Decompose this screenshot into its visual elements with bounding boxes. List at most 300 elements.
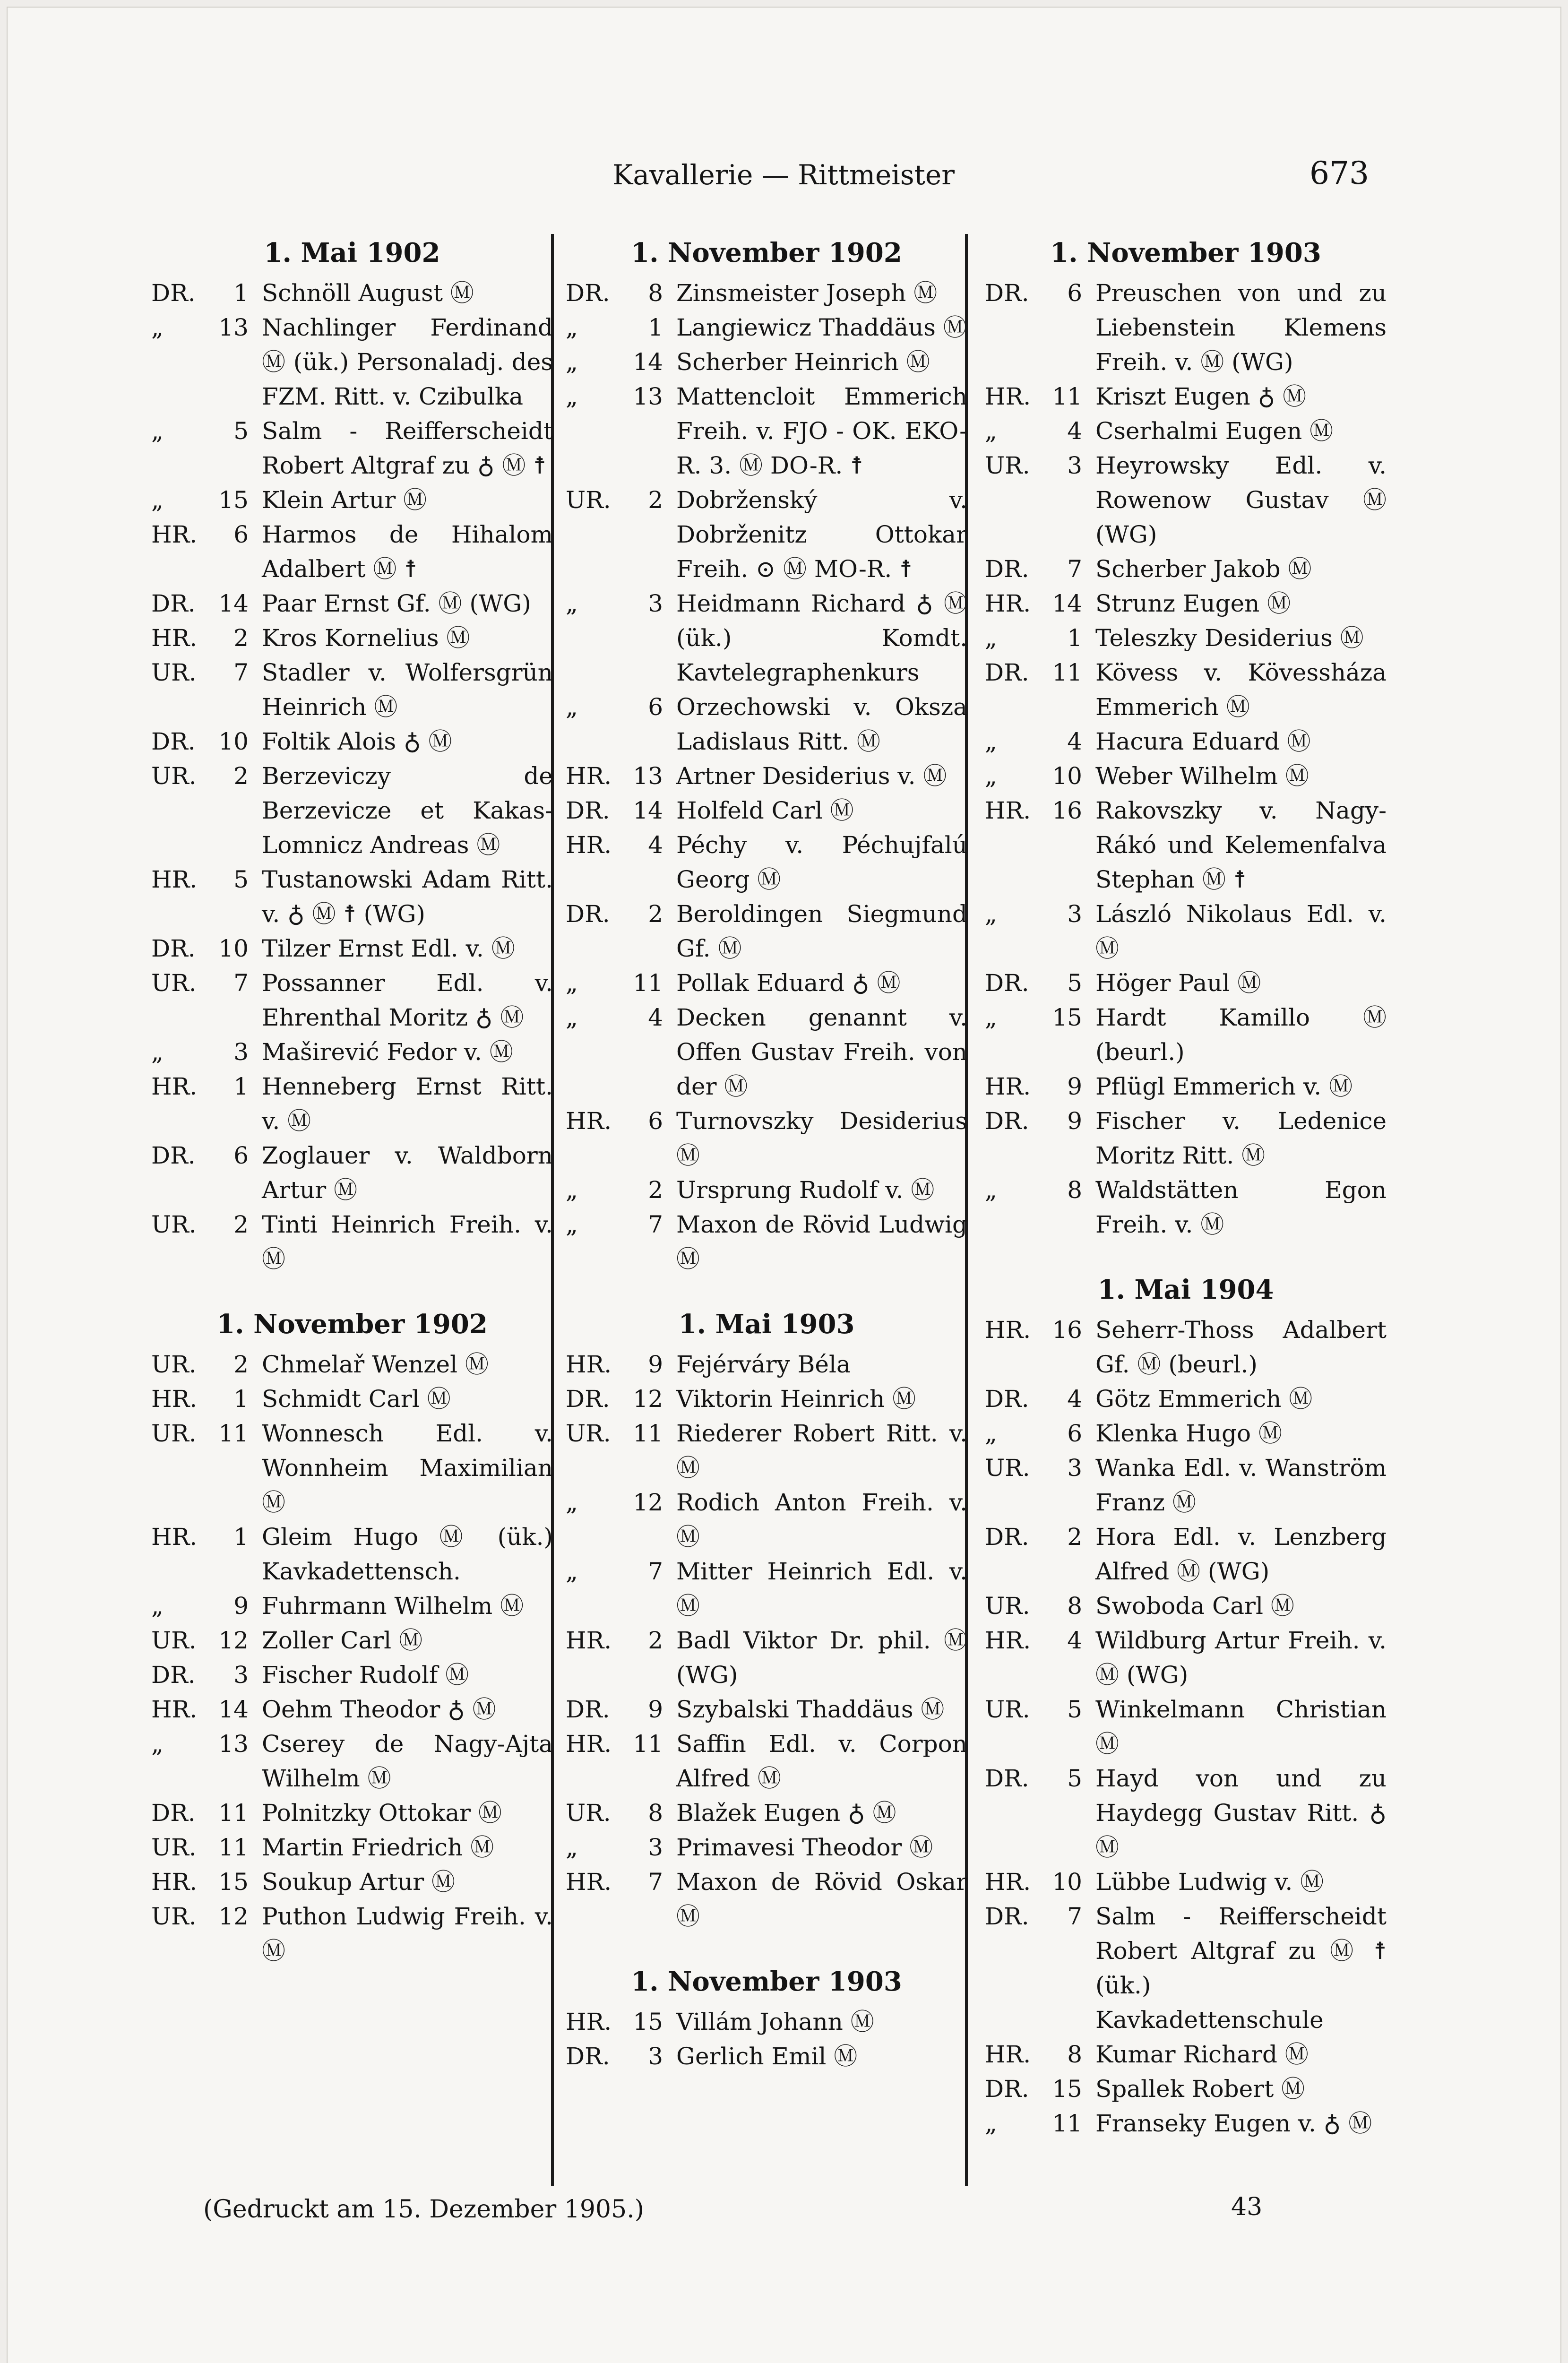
entry-text: Péchy v. Péchujfalú Georg Ⓜ: [676, 831, 967, 893]
regiment-type: DR.: [151, 728, 196, 755]
column-1: [151, 236, 553, 1968]
regiment-type: HR.: [566, 1868, 612, 1896]
regiment-type: „: [151, 486, 164, 514]
column-3: [985, 236, 1387, 2141]
entry-text: Kumar Richard Ⓜ: [1095, 2041, 1309, 2068]
regiment-number: 1: [233, 1523, 249, 1551]
roster-entry: [985, 621, 1387, 655]
entry-text: Paar Ernst Gf. Ⓜ (WG): [262, 590, 531, 617]
regiment-type: DR.: [985, 1385, 1029, 1413]
roster-entry: [151, 862, 553, 931]
entry-text: Puthon Ludwig Freih. v. Ⓜ: [262, 1903, 553, 1965]
roster-entry: [985, 1520, 1387, 1589]
roster-entry: [985, 1382, 1387, 1416]
regiment-number: 8: [648, 279, 663, 307]
entry-text: Fischer v. Ledenice Moritz Ritt. Ⓜ: [1095, 1107, 1387, 1169]
regiment-number: 10: [1052, 1868, 1082, 1896]
regiment-number: 13: [633, 762, 663, 790]
regiment-number: 11: [1052, 2110, 1082, 2137]
roster-entry: [985, 793, 1387, 897]
roster-entry: [566, 276, 967, 310]
regiment-type: HR.: [151, 1696, 198, 1723]
regiment-type: UR.: [151, 1351, 197, 1378]
roster-entry: [566, 310, 967, 345]
roster-entry: [985, 1173, 1387, 1242]
regiment-number: 7: [648, 1211, 663, 1238]
regiment-number: 11: [1052, 659, 1082, 686]
entry-text: Pollak Eduard ♁ Ⓜ: [676, 969, 901, 997]
entry-text: Tilzer Ernst Edl. v. Ⓜ: [262, 935, 515, 962]
regiment-type: UR.: [151, 1903, 197, 1930]
entry-text: Zoller Carl Ⓜ: [262, 1627, 423, 1654]
entry-text: Cserey de Nagy-Ajta Wilhelm Ⓜ: [262, 1730, 553, 1792]
roster-entry: [151, 586, 553, 621]
regiment-number: 2: [648, 900, 663, 928]
roster-entry: [985, 759, 1387, 793]
entry-text: Preuschen von und zu Liebenstein Klemens Freih. v. Ⓜ (WG): [1095, 279, 1387, 376]
section-heading: 1. November 1902: [216, 1309, 488, 1340]
regiment-type: HR.: [985, 1868, 1031, 1896]
regiment-number: 2: [648, 1176, 663, 1204]
roster-entry: [566, 690, 967, 759]
sheet-signature: 43: [1231, 2193, 1263, 2221]
entry-text: Strunz Eugen Ⓜ: [1095, 590, 1291, 617]
regiment-type: HR.: [151, 1868, 198, 1896]
regiment-type: UR.: [985, 1454, 1030, 1482]
regiment-number: 7: [648, 1558, 663, 1585]
entry-text: Klenka Hugo Ⓜ: [1095, 1420, 1282, 1447]
regiment-type: „: [566, 383, 578, 410]
roster-entry: [151, 1069, 553, 1138]
regiment-number: 7: [233, 969, 249, 997]
regiment-number: 3: [648, 1834, 663, 1861]
regiment-number: 11: [218, 1799, 249, 1827]
entry-text: Klein Artur Ⓜ: [262, 486, 427, 514]
regiment-type: HR.: [566, 762, 612, 790]
entry-text: Hacura Eduard Ⓜ: [1095, 728, 1311, 755]
regiment-number: 4: [1067, 1385, 1082, 1413]
regiment-number: 1: [1067, 624, 1082, 652]
regiment-number: 2: [1067, 1523, 1082, 1551]
entry-text: Badl Viktor Dr. phil. Ⓜ (WG): [676, 1627, 967, 1689]
regiment-number: 10: [218, 935, 249, 962]
roster-entry: [151, 621, 553, 655]
regiment-type: „: [566, 1558, 578, 1585]
regiment-type: HR.: [151, 1073, 198, 1100]
regiment-type: „: [151, 417, 164, 445]
entry-text: Mitter Heinrich Edl. v. Ⓜ: [676, 1558, 967, 1620]
entry-text: Henneberg Ernst Ritt. v. Ⓜ: [262, 1073, 553, 1135]
regiment-number: 9: [1067, 1073, 1082, 1100]
entry-text: Schnöll August Ⓜ: [262, 279, 474, 307]
regiment-number: 13: [633, 383, 663, 410]
regiment-number: 4: [648, 831, 663, 859]
regiment-number: 4: [648, 1004, 663, 1031]
regiment-type: DR.: [985, 969, 1029, 997]
regiment-type: „: [151, 1730, 164, 1758]
regiment-number: 16: [1052, 797, 1082, 824]
regiment-type: UR.: [151, 1627, 197, 1654]
entry-text: Berzeviczy de Berzevicze et Kakas-Lomnicz Andreas Ⓜ: [262, 762, 553, 859]
entry-text: Saffin Edl. v. Corpon Alfred Ⓜ: [676, 1730, 967, 1792]
roster-entry: [985, 552, 1387, 586]
entry-text: Hardt Kamillo Ⓜ (beurl.): [1095, 1004, 1387, 1066]
regiment-number: 2: [233, 762, 249, 790]
regiment-type: DR.: [151, 1799, 196, 1827]
entry-text: Lübbe Ludwig v. Ⓜ: [1095, 1868, 1324, 1896]
roster-entry: [151, 1796, 553, 1830]
regiment-number: 8: [1067, 1592, 1082, 1620]
entry-text: Szybalski Thaddäus Ⓜ: [676, 1696, 945, 1723]
roster-entry: [566, 1347, 967, 1382]
regiment-type: HR.: [151, 624, 198, 652]
roster-entry: [151, 310, 553, 414]
regiment-number: 4: [1067, 1627, 1082, 1654]
roster-entry: [151, 1035, 553, 1069]
roster-entry: [985, 1104, 1387, 1173]
roster-entry: [151, 276, 553, 310]
roster-entry: [985, 1069, 1387, 1104]
section-heading: 1. Mai 1904: [1097, 1274, 1274, 1305]
roster-entry: [566, 1554, 967, 1623]
regiment-number: 8: [1067, 2041, 1082, 2068]
regiment-number: 15: [633, 2008, 663, 2035]
regiment-number: 6: [648, 693, 663, 721]
roster-entry: [566, 2005, 967, 2039]
entry-text: Zoglauer v. Waldborn Artur Ⓜ: [262, 1142, 553, 1204]
regiment-number: 1: [648, 314, 663, 341]
regiment-type: DR.: [985, 1765, 1029, 1792]
regiment-number: 9: [648, 1351, 663, 1378]
regiment-number: 15: [218, 1868, 249, 1896]
roster-entry: [151, 1865, 553, 1899]
roster-entry: [566, 1796, 967, 1830]
regiment-number: 9: [648, 1696, 663, 1723]
roster-entry: [566, 1865, 967, 1934]
regiment-type: UR.: [151, 659, 197, 686]
regiment-type: UR.: [151, 1834, 197, 1861]
regiment-number: 11: [1052, 383, 1082, 410]
regiment-type: DR.: [566, 2043, 610, 2070]
regiment-number: 1: [233, 1385, 249, 1413]
regiment-number: 5: [1067, 969, 1082, 997]
regiment-number: 7: [1067, 555, 1082, 583]
regiment-type: „: [151, 1592, 164, 1620]
regiment-type: UR.: [985, 1592, 1030, 1620]
page-number: 673: [1310, 155, 1369, 191]
regiment-number: 11: [633, 1420, 663, 1447]
entry-text: Possanner Edl. v. Ehrenthal Moritz ♁ Ⓜ: [262, 969, 553, 1031]
entry-text: Hora Edl. v. Lenzberg Alfred Ⓜ (WG): [1095, 1523, 1387, 1585]
roster-entry: [151, 1692, 553, 1727]
roster-entry: [566, 828, 967, 897]
regiment-type: „: [985, 900, 997, 928]
regiment-type: DR.: [151, 1142, 196, 1169]
entry-text: Wonnesch Edl. v. Wonnheim Maximilian Ⓜ: [262, 1420, 553, 1516]
entry-text: Harmos de Hihalom Adalbert Ⓜ ☨: [262, 521, 553, 583]
section-heading: 1. November 1903: [1050, 237, 1321, 268]
regiment-type: UR.: [151, 1420, 197, 1447]
regiment-type: DR.: [151, 590, 196, 617]
regiment-type: UR.: [151, 969, 197, 997]
entry-text: Ursprung Rudolf v. Ⓜ: [676, 1176, 935, 1204]
regiment-type: HR.: [985, 2041, 1031, 2068]
regiment-number: 9: [1067, 1107, 1082, 1135]
regiment-number: 15: [1052, 1004, 1082, 1031]
roster-entry: [151, 1347, 553, 1382]
entry-text: Götz Emmerich Ⓜ: [1095, 1385, 1313, 1413]
regiment-number: 3: [648, 2043, 663, 2070]
regiment-type: HR.: [566, 831, 612, 859]
regiment-type: HR.: [151, 1523, 198, 1551]
regiment-type: DR.: [566, 1696, 610, 1723]
regiment-number: 15: [218, 486, 249, 514]
entry-text: Rakovszky v. Nagy-Rákó und Kelemenfalva Stephan Ⓜ ☨: [1095, 797, 1387, 893]
entry-text: Tinti Heinrich Freih. v. Ⓜ: [262, 1211, 553, 1273]
roster-entry: [566, 1416, 967, 1485]
regiment-type: DR.: [985, 1523, 1029, 1551]
entry-text: Spallek Robert Ⓜ: [1095, 2075, 1305, 2103]
regiment-type: „: [566, 1489, 578, 1516]
regiment-type: „: [151, 1038, 164, 1066]
roster-entry: [566, 1485, 967, 1554]
roster-entry: [985, 655, 1387, 724]
roster-entry: [985, 1761, 1387, 1865]
regiment-type: DR.: [151, 935, 196, 962]
entry-text: Maxon de Rövid Oskar Ⓜ: [676, 1868, 967, 1930]
regiment-type: DR.: [985, 2075, 1029, 2103]
roster-entry: [151, 1138, 553, 1207]
entry-text: Zinsmeister Joseph Ⓜ: [676, 279, 938, 307]
entry-text: Blažek Eugen ♁ Ⓜ: [676, 1799, 896, 1827]
regiment-type: „: [566, 590, 578, 617]
regiment-type: „: [985, 1176, 997, 1204]
entry-text: Kros Kornelius Ⓜ: [262, 624, 470, 652]
regiment-type: UR.: [566, 1799, 611, 1827]
entry-text: Maširević Fedor v. Ⓜ: [262, 1038, 513, 1066]
regiment-type: HR.: [985, 1316, 1031, 1344]
entry-text: Villám Johann Ⓜ: [676, 2008, 874, 2035]
roster-entry: [566, 379, 967, 483]
entry-text: Langiewicz Thaddäus Ⓜ: [676, 314, 967, 341]
regiment-type: HR.: [566, 2008, 612, 2035]
entry-text: Rodich Anton Freih. v. Ⓜ: [676, 1489, 967, 1551]
regiment-number: 8: [648, 1799, 663, 1827]
regiment-type: „: [566, 1004, 578, 1031]
regiment-type: HR.: [985, 1627, 1031, 1654]
roster-entry: [985, 724, 1387, 759]
roster-entry: [985, 897, 1387, 966]
regiment-type: HR.: [985, 590, 1031, 617]
regiment-number: 6: [233, 521, 249, 548]
roster-entry: [151, 1727, 553, 1796]
regiment-number: 4: [1067, 417, 1082, 445]
regiment-type: HR.: [566, 1107, 612, 1135]
regiment-number: 6: [648, 1107, 663, 1135]
regiment-type: „: [985, 728, 997, 755]
regiment-number: 14: [218, 590, 249, 617]
roster-entry: [566, 1104, 967, 1173]
entry-text: Stadler v. Wolfersgrün Heinrich Ⓜ: [262, 659, 553, 721]
entry-text: Mattencloit Emmerich Freih. v. FJO - OK. EKO-R. 3. Ⓜ DO-R. ☨: [676, 383, 967, 479]
roster-entry: [566, 483, 967, 586]
regiment-type: „: [985, 624, 997, 652]
entry-text: Beroldingen Siegmund Gf. Ⓜ: [676, 900, 967, 962]
roster-entry: [985, 966, 1387, 1000]
entry-text: Waldstätten Egon Freih. v. Ⓜ: [1095, 1176, 1387, 1238]
entry-text: Fischer Rudolf Ⓜ: [262, 1661, 469, 1689]
roster-entry: [151, 1830, 553, 1865]
regiment-number: 3: [1067, 452, 1082, 479]
entry-text: Maxon de Rövid Ludwig Ⓜ: [676, 1211, 967, 1273]
regiment-number: 11: [633, 1730, 663, 1758]
entry-text: Salm - Reifferscheidt Robert Altgraf zu Ⓜ ☨ (ük.) Kavkadettenschule: [1095, 1903, 1387, 2034]
entry-text: Artner Desiderius v. Ⓜ: [676, 762, 947, 790]
regiment-number: 4: [1067, 728, 1082, 755]
roster-entry: [566, 966, 967, 1000]
roster-entry: [566, 1173, 967, 1207]
roster-entry: [151, 1207, 553, 1276]
regiment-type: HR.: [566, 1627, 612, 1654]
entry-text: László Nikolaus Edl. v. Ⓜ: [1095, 900, 1387, 962]
regiment-type: DR.: [985, 1107, 1029, 1135]
roster-entry: [151, 724, 553, 759]
regiment-type: HR.: [985, 1073, 1031, 1100]
regiment-type: DR.: [566, 1385, 610, 1413]
roster-entry: [566, 793, 967, 828]
entry-text: Höger Paul Ⓜ: [1095, 969, 1261, 997]
regiment-type: DR.: [566, 279, 610, 307]
entry-text: Winkelmann Christian Ⓜ: [1095, 1696, 1387, 1758]
regiment-type: HR.: [151, 521, 198, 548]
regiment-number: 2: [648, 486, 663, 514]
regiment-number: 11: [633, 969, 663, 997]
regiment-type: HR.: [151, 1385, 198, 1413]
regiment-type: „: [985, 1420, 997, 1447]
roster-entry: [985, 1000, 1387, 1069]
entry-text: Swoboda Carl Ⓜ: [1095, 1592, 1294, 1620]
entry-text: Gleim Hugo Ⓜ (ük.) Kavkadettensch.: [262, 1523, 553, 1585]
entry-text: Riederer Robert Ritt. v. Ⓜ: [676, 1420, 967, 1482]
entry-text: Heyrowsky Edl. v. Rowenow Gustav Ⓜ (WG): [1095, 452, 1387, 548]
regiment-type: DR.: [566, 900, 610, 928]
regiment-type: DR.: [151, 279, 196, 307]
entry-text: Salm - Reifferscheidt Robert Altgraf zu ♁ Ⓜ ☨: [262, 417, 553, 479]
roster-entry: [151, 1658, 553, 1692]
entry-text: Teleszky Desiderius Ⓜ: [1095, 624, 1364, 652]
regiment-type: „: [985, 417, 997, 445]
entry-text: Kriszt Eugen ♁ Ⓜ: [1095, 383, 1307, 410]
roster-entry: [151, 1520, 553, 1589]
roster-entry: [985, 586, 1387, 621]
roster-entry: [566, 759, 967, 793]
regiment-type: UR.: [985, 1696, 1030, 1723]
entry-text: Seherr-Thoss Adalbert Gf. Ⓜ (beurl.): [1095, 1316, 1387, 1378]
regiment-type: HR.: [566, 1730, 612, 1758]
regiment-number: 6: [233, 1142, 249, 1169]
section-heading: 1. Mai 1903: [678, 1309, 855, 1340]
regiment-number: 10: [218, 728, 249, 755]
entry-text: Orzechowski v. Oksza Ladislaus Ritt. Ⓜ: [676, 693, 967, 755]
regiment-number: 10: [1052, 762, 1082, 790]
print-date-note: (Gedruckt am 15. Dezember 1905.): [203, 2195, 644, 2224]
regiment-number: 2: [233, 1211, 249, 1238]
regiment-number: 1: [233, 1073, 249, 1100]
regiment-type: „: [566, 1176, 578, 1204]
regiment-type: UR.: [566, 1420, 611, 1447]
entry-text: Holfeld Carl Ⓜ: [676, 797, 854, 824]
roster-entry: [566, 1727, 967, 1796]
regiment-type: DR.: [151, 1661, 196, 1689]
regiment-number: 12: [633, 1385, 663, 1413]
regiment-type: DR.: [985, 555, 1029, 583]
regiment-number: 3: [648, 590, 663, 617]
running-head: Kavallerie — Rittmeister: [612, 159, 955, 191]
entry-text: Nachlinger Ferdinand Ⓜ (ük.) Personaladj. des FZM. Ritt. v. Czibulka: [262, 314, 553, 410]
entry-text: Wildburg Artur Freih. v. Ⓜ (WG): [1095, 1627, 1387, 1689]
regiment-number: 2: [233, 1351, 249, 1378]
regiment-type: UR.: [151, 1211, 197, 1238]
entry-text: Soukup Artur Ⓜ: [262, 1868, 456, 1896]
regiment-number: 3: [233, 1661, 249, 1689]
roster-entry: [151, 655, 553, 724]
roster-entry: [985, 1416, 1387, 1451]
entry-text: Heidmann Richard ♁ Ⓜ (ük.) Komdt. Kavtelegraphenkurs: [676, 590, 967, 686]
roster-entry: [566, 1623, 967, 1692]
roster-entry: [985, 1589, 1387, 1623]
entry-text: Primavesi Theodor Ⓜ: [676, 1834, 933, 1861]
roster-entry: [985, 1313, 1387, 1382]
regiment-number: 2: [233, 624, 249, 652]
regiment-type: „: [151, 314, 164, 341]
regiment-number: 3: [1067, 1454, 1082, 1482]
roster-entry: [566, 1692, 967, 1727]
regiment-type: HR.: [566, 1351, 612, 1378]
regiment-number: 13: [218, 314, 249, 341]
regiment-number: 5: [233, 866, 249, 893]
regiment-number: 16: [1052, 1316, 1082, 1344]
regiment-number: 14: [1052, 590, 1082, 617]
roster-entry: [566, 2039, 967, 2074]
roster-entry: [566, 1830, 967, 1865]
roster-entry: [985, 2106, 1387, 2141]
regiment-type: „: [566, 969, 578, 997]
entry-text: Viktorin Heinrich Ⓜ: [676, 1385, 916, 1413]
entry-text: Martin Friedrich Ⓜ: [262, 1834, 494, 1861]
roster-entry: [985, 1451, 1387, 1520]
roster-entry: [151, 1623, 553, 1658]
regiment-type: DR.: [985, 659, 1029, 686]
entry-text: Gerlich Emil Ⓜ: [676, 2043, 858, 2070]
roster-entry: [566, 1382, 967, 1416]
regiment-number: 14: [218, 1696, 249, 1723]
roster-entry: [151, 966, 553, 1035]
regiment-type: „: [985, 2110, 997, 2137]
entry-text: Decken genannt v. Offen Gustav Freih. von der Ⓜ: [676, 1004, 967, 1100]
regiment-number: 2: [648, 1627, 663, 1654]
roster-entry: [151, 759, 553, 862]
section-heading: 1. November 1903: [631, 1966, 902, 1997]
entry-text: Dobrženský v. Dobrženitz Ottokar Freih. ⊙ Ⓜ MO-R. ☨: [676, 486, 967, 583]
regiment-number: 3: [1067, 900, 1082, 928]
regiment-type: UR.: [985, 452, 1030, 479]
entry-text: Franseky Eugen v. ♁ Ⓜ: [1095, 2110, 1372, 2137]
regiment-number: 14: [633, 797, 663, 824]
column-2: [566, 236, 967, 2074]
regiment-number: 12: [218, 1627, 249, 1654]
regiment-type: UR.: [566, 486, 611, 514]
entry-text: Wanka Edl. v. Wanström Franz Ⓜ: [1095, 1454, 1387, 1516]
